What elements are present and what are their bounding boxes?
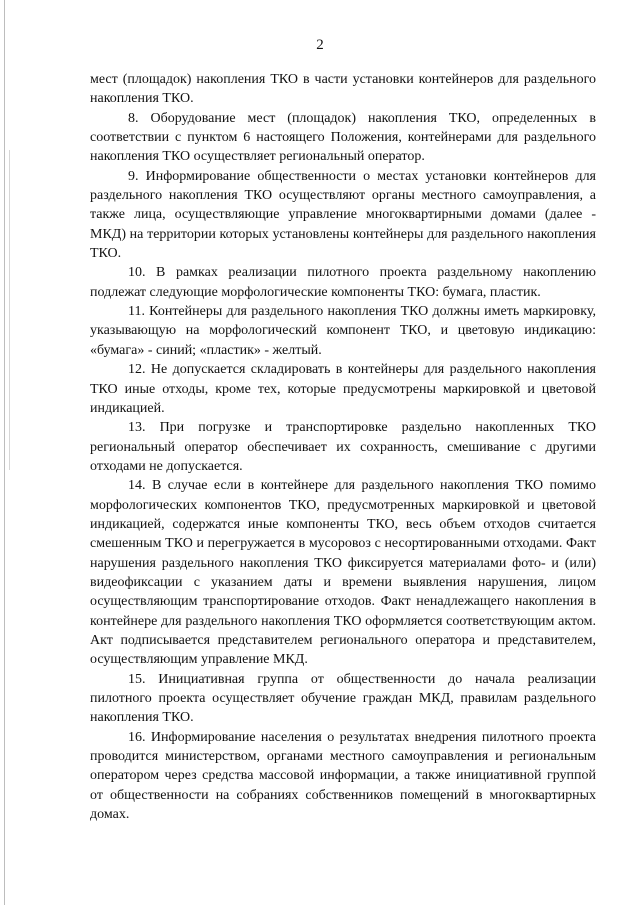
paragraph-item-15: 15. Инициативная группа от общественности до начала реализации пилотного проекта осуществляет обучение граждан МКД, правилам раздельного накопления ТКО.	[90, 671, 596, 726]
paragraph-item-8: 8. Оборудование мест (площадок) накопления ТКО, определенных в соответствии с пунктом 6 настоящего Положения, контейнерами для раздельного накопления ТКО осуществляет региональный оператор.	[90, 110, 596, 165]
scan-edge-line-faint	[9, 150, 10, 470]
page-number: 2	[316, 37, 324, 53]
paragraph-continuation: мест (площадок) накопления ТКО в части установки контейнеров для раздельного накопления ТКО.	[90, 72, 596, 107]
paragraph-item-10: 10. В рамках реализации пилотного проекта раздельному накоплению подлежат следующие морфологические компоненты ТКО: бумага, пластик.	[90, 265, 596, 300]
paragraph-item-9: 9. Информирование общественности о местах установки контейнеров для раздельного накопления ТКО осуществляют органы местного самоуправления, а также лица, осуществляющие управление многоквартирными домами (далее - МКД) на территории которых установлены контейнеры для раздельного накопления ТКО.	[90, 168, 596, 262]
scan-edge-line	[4, 0, 5, 905]
paragraph-item-16: 16. Информирование населения о результатах внедрения пилотного проекта проводится министерством, органами местного самоуправления и региональным оператором через средства массовой информации, а также инициативной группой от общественности на собраниях собственников помещений в многоквартирных домах.	[90, 729, 596, 823]
document-body	[90, 70, 596, 824]
paragraph-item-13: 13. При погрузке и транспортировке раздельно накопленных ТКО региональный оператор обеспечивает их сохранность, смешивание с другими отходами не допускается.	[90, 420, 596, 474]
paragraph-item-12: 12. Не допускается складировать в контейнеры для раздельного накопления ТКО иные отходы, кроме тех, которые предусмотрены маркировкой и цветовой индикацией.	[90, 362, 596, 416]
paragraph-item-14: 14. В случае если в контейнере для раздельного накопления ТКО помимо морфологических компонентов ТКО, предусмотренных маркировкой и цветовой индикацией, содержатся иные компоненты ТКО, весь объем отходов считается смешенным ТКО и перегружается в мусоровоз с несортированными отходами. Факт нарушения раздельного накопления ТКО фиксируется материалами фото- и (или) видеофиксации с указанием даты и времени выявления нарушения, лицом осуществляющим транспортирование отходов. Факт ненадлежащего накопления в контейнере для раздельного накопления ТКО оформляется соответствующим актом. Акт подписывается представителем регионального оператора и представителем, осуществляющим управление МКД.	[90, 478, 596, 668]
paragraph-item-11: 11. Контейнеры для раздельного накопления ТКО должны иметь маркировку, указывающую на морфологический компонент ТКО, и цветовую индикацию: «бумага» - синий; «пластик» - желтый.	[90, 304, 596, 358]
